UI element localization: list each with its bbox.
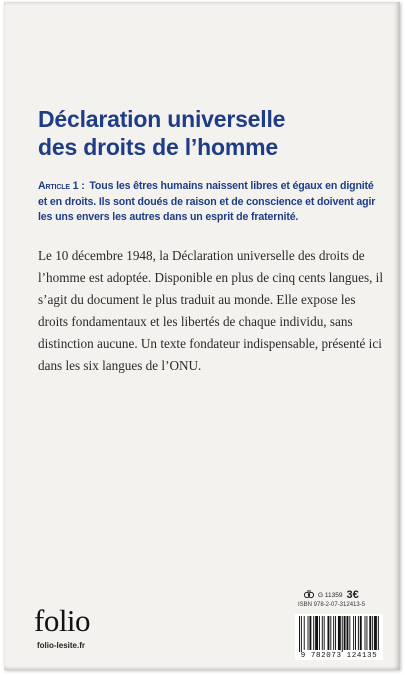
barcode-bar — [374, 616, 377, 650]
barcode-bar — [328, 616, 330, 650]
barcode-bar — [338, 616, 341, 650]
book-title — [38, 105, 378, 161]
barcode-bar — [322, 616, 323, 650]
title-line-2: des droits de l’homme — [38, 134, 278, 160]
title-line-1: Déclaration universelle — [38, 106, 286, 132]
barcode-bar — [344, 616, 346, 650]
barcode-bar — [313, 616, 314, 650]
price-label: 3€ — [346, 589, 359, 601]
folio-logo: folio — [34, 603, 91, 638]
barcode-bar — [365, 616, 366, 650]
book-back-cover — [4, 2, 400, 670]
isbn-label: ISBN 978-2-07-312413-5 — [298, 602, 366, 608]
blurb-text: Le 10 décembre 1948, la Déclaration universelle des droits de l’homme est adoptée. Disponible en plus de cinq cents langues, il s’agit du document le plus traduit au monde. Elle expose les droits fondamentaux et les libertés de chaque individu, sans distinction aucune. Un texte fondateur indispensable, présenté ici dans les six langues de l’ONU. — [38, 248, 383, 373]
barcode-bar — [378, 616, 379, 650]
barcode-bars — [295, 614, 383, 652]
article-text: Tous les êtres humains naissent libres et égaux en dignité et en droits. Ils sont doués de raison et de conscience et doivent agir les uns envers les autres dans un esprit de fraternité. — [38, 180, 376, 223]
catalog-code: G 11359 — [318, 591, 343, 599]
barcode-bar — [315, 616, 318, 650]
barcode-bar — [360, 616, 362, 650]
barcode-bar — [369, 616, 371, 650]
barcode-bar — [301, 616, 302, 652]
barcode-bar — [299, 616, 300, 652]
barcode-bar — [330, 616, 331, 650]
barcode-bar — [353, 616, 354, 650]
barcode-bar — [319, 616, 320, 650]
publisher-website: folio-lesite.fr — [37, 641, 86, 650]
barcode-bar — [333, 616, 334, 650]
article-label: Article 1 : — [38, 180, 85, 192]
barcode-bar — [347, 616, 349, 650]
barcode-digits: 9 782073 124135 — [295, 652, 383, 660]
barcode-bar — [366, 616, 367, 650]
article-quote — [38, 179, 378, 226]
barcode-bar — [304, 616, 305, 650]
barcode-bar — [335, 616, 336, 650]
barcode-bar — [308, 616, 309, 650]
barcode-bar — [355, 616, 356, 650]
barcode-bar — [349, 616, 350, 650]
barcode-bar — [342, 616, 343, 652]
barcode-bar — [372, 616, 373, 650]
barcode-bar — [358, 616, 359, 650]
barcode — [295, 614, 383, 660]
barcode-bar — [309, 616, 311, 650]
barcode-bar — [324, 616, 325, 650]
